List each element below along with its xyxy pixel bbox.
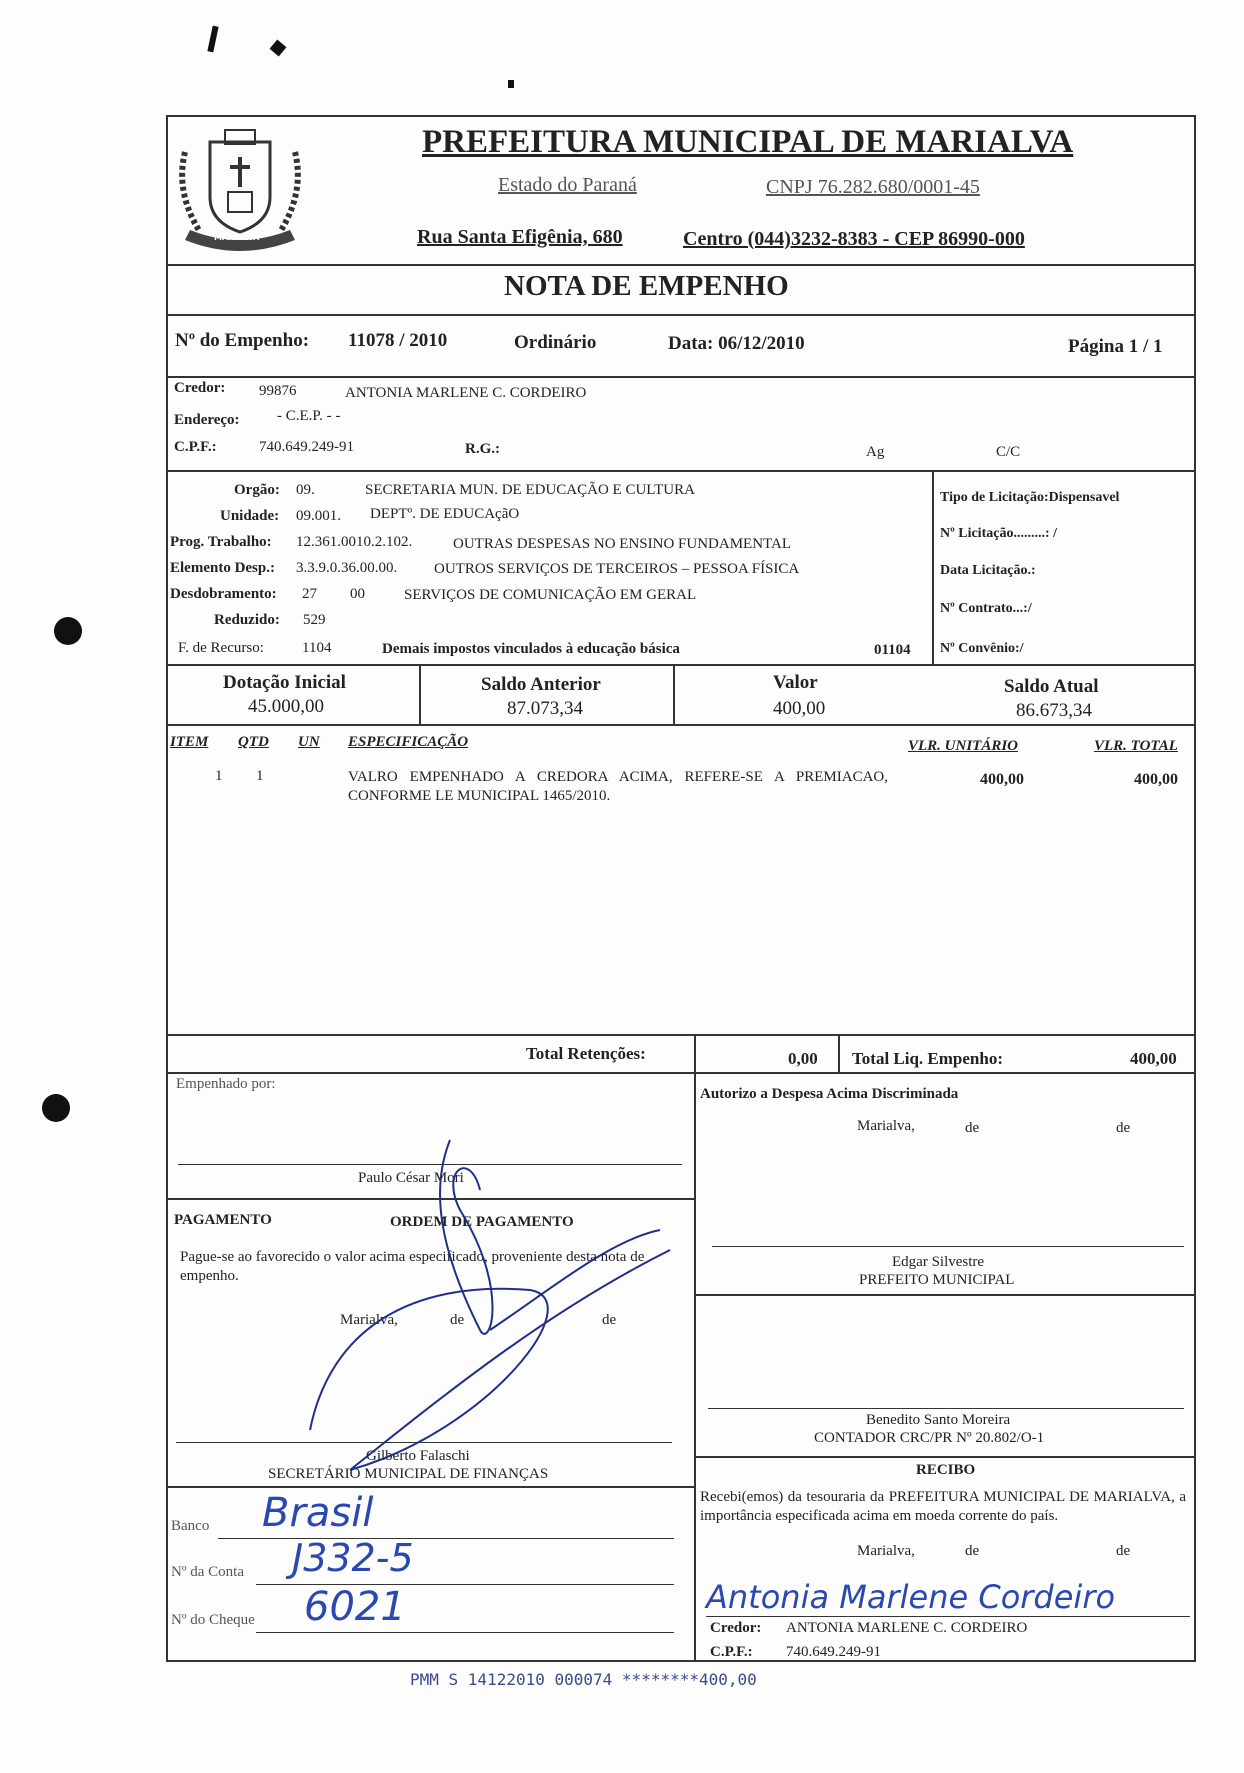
empenhado-label: Empenhado por:: [176, 1076, 276, 1092]
empenhado-name: Paulo César Mori: [358, 1170, 464, 1186]
prog-desc: OUTRAS DESPESAS NO ENSINO FUNDAMENTAL: [453, 536, 791, 552]
col-header-un: UN: [298, 734, 320, 750]
doc-title: NOTA DE EMPENHO: [504, 270, 789, 302]
scan-mark: [508, 80, 514, 88]
credor-signature: Antonia Marlene Cordeiro: [706, 1578, 1116, 1616]
cpf-value: 740.649.249-91: [259, 439, 354, 455]
row-item: 1: [215, 768, 223, 784]
licitacao-data: Data Licitação.:: [940, 563, 1036, 578]
dotacao-inicial-value: 45.000,00: [248, 696, 324, 717]
header-contact: Centro (044)3232-8383 - CEP 86990-000: [683, 228, 1025, 250]
address-label: Endereço:: [174, 412, 240, 428]
desdobramento-label: Desdobramento:: [170, 586, 277, 602]
autorizo-de1: de: [965, 1120, 980, 1136]
orgao-code: 09.: [296, 482, 315, 498]
elemento-code: 3.3.9.0.36.00.00.: [296, 560, 398, 576]
secretario-role: SECRETÁRIO MUNICIPAL DE FINANÇAS: [268, 1466, 549, 1482]
dotacao-inicial-label: Dotação Inicial: [223, 672, 346, 693]
conta-label: Nº da Conta: [171, 1564, 244, 1580]
licitacao-convenio: Nº Convênio:/: [940, 641, 1024, 656]
autorizo-de2: de: [1116, 1120, 1131, 1136]
punch-hole-bottom: [42, 1094, 70, 1122]
row-especificacao: VALRO EMPENHADO A CREDORA ACIMA, REFERE-SE A PREMIACAO, CONFORME LE MUNICIPAL 1465/2010.: [348, 769, 888, 804]
header-title: PREFEITURA MUNICIPAL DE MARIALVA: [422, 124, 1074, 160]
prefeito-role: PREFEITO MUNICIPAL: [859, 1272, 1015, 1288]
saldo-anterior-value: 87.073,34: [507, 698, 583, 719]
desdobramento-desc: SERVIÇOS DE COMUNICAÇÃO EM GERAL: [404, 587, 697, 603]
empenho-number-label: Nº do Empenho:: [175, 330, 310, 351]
col-header-unitario: VLR. UNITÁRIO: [908, 738, 1019, 754]
orgao-label: Orgão:: [234, 482, 280, 498]
conta-value[interactable]: J332-5: [292, 1536, 414, 1580]
credor-label: Credor:: [174, 380, 226, 396]
prefeito-name: Edgar Silvestre: [892, 1254, 985, 1270]
contador-name: Benedito Santo Moreira: [866, 1412, 1011, 1428]
valor-value: 400,00: [773, 698, 826, 719]
autorizo-place: Marialva,: [857, 1118, 915, 1134]
recibo-cpf-label: C.P.F.:: [710, 1644, 753, 1660]
empenho-number: 11078 / 2010: [348, 330, 448, 351]
recurso-label: F. de Recurso:: [178, 640, 264, 656]
row-qtd: 1: [256, 768, 264, 784]
ag-label: Ag: [866, 444, 885, 460]
col-header-especificacao: ESPECIFICAÇÃO: [348, 734, 469, 750]
secretario-name: Gilberto Falaschi: [366, 1448, 470, 1464]
credor-name: ANTONIA MARLENE C. CORDEIRO: [345, 385, 587, 401]
pagamento-label: PAGAMENTO: [174, 1212, 272, 1228]
col-header-qtd: QTD: [238, 734, 269, 750]
signature-scribble: [290, 1130, 690, 1490]
header-cnpj: CNPJ 76.282.680/0001-45: [766, 176, 980, 198]
col-header-total: VLR. TOTAL: [1094, 738, 1178, 754]
licitacao-contrato: Nº Contrato...:/: [940, 601, 1032, 616]
reduzido-value: 529: [303, 612, 326, 628]
pagamento-place: Marialva,: [340, 1312, 398, 1328]
recibo-place: Marialva,: [857, 1543, 915, 1559]
recibo-text: Recebi(emos) da tesouraria da PREFEITURA MUNICIPAL DE MARIALVA, a importância especificada acima em moeda corrente do país.: [700, 1489, 1186, 1524]
pagamento-de1: de: [450, 1312, 465, 1328]
unidade-desc: DEPTº. DE EDUCAçãO: [370, 506, 520, 522]
address-value: - C.E.P. - -: [277, 408, 341, 424]
recibo-de1: de: [965, 1543, 980, 1559]
empenho-date: Data: 06/12/2010: [668, 333, 805, 354]
saldo-atual-value: 86.673,34: [1016, 700, 1092, 721]
crest-label: MARIALVA: [214, 233, 260, 242]
recibo-de2: de: [1116, 1543, 1131, 1559]
total-retencoes-label: Total Retenções:: [526, 1044, 646, 1063]
elemento-label: Elemento Desp.:: [170, 560, 275, 576]
scan-mark: [207, 26, 218, 53]
recibo-title: RECIBO: [916, 1462, 976, 1478]
orgao-desc: SECRETARIA MUN. DE EDUCAÇÃO E CULTURA: [365, 482, 695, 498]
recurso-num: 01104: [874, 642, 911, 658]
cheque-value[interactable]: 6021: [304, 1584, 406, 1630]
payment-stamp: PMM S 14122010 000074 ********400,00: [410, 1670, 757, 1689]
cc-label: C/C: [996, 444, 1021, 460]
elemento-desc: OUTROS SERVIÇOS DE TERCEIROS – PESSOA FÍSICA: [434, 561, 800, 577]
punch-hole-top: [54, 617, 82, 645]
empenho-type: Ordinário: [514, 332, 597, 353]
recurso-code: 1104: [302, 640, 332, 656]
total-retencoes-value: 0,00: [788, 1049, 818, 1068]
recurso-desc: Demais impostos vinculados à educação básica: [382, 641, 680, 657]
saldo-anterior-label: Saldo Anterior: [481, 674, 601, 695]
saldo-atual-label: Saldo Atual: [1004, 676, 1099, 697]
licitacao-numero: Nº Licitação.........: /: [940, 526, 1057, 541]
header-state: Estado do Paraná: [498, 174, 637, 196]
pagamento-de2: de: [602, 1312, 617, 1328]
row-total: 400,00: [1134, 771, 1178, 788]
valor-label: Valor: [773, 672, 818, 693]
autorizo-label: Autorizo a Despesa Acima Discriminada: [700, 1086, 959, 1102]
unidade-label: Unidade:: [220, 508, 280, 524]
cpf-label: C.P.F.:: [174, 439, 217, 455]
page-number: Página 1 / 1: [1068, 336, 1163, 357]
credor-code: 99876: [259, 383, 297, 399]
unidade-code: 09.001.: [296, 508, 341, 524]
desdobramento-code: 27: [302, 586, 317, 602]
col-header-item: ITEM: [170, 734, 209, 750]
contador-role: CONTADOR CRC/PR Nº 20.802/O-1: [814, 1430, 1045, 1446]
header-street: Rua Santa Efigênia, 680: [417, 226, 623, 248]
reduzido-label: Reduzido:: [214, 612, 280, 628]
prog-label: Prog. Trabalho:: [170, 534, 272, 550]
total-liq-value: 400,00: [1130, 1049, 1177, 1068]
ordem-pagamento-label: ORDEM DE PAGAMENTO: [390, 1214, 574, 1230]
prog-code: 12.361.0010.2.102.: [296, 534, 413, 550]
pagamento-text: Pague-se ao favorecido o valor acima especificado, proveniente desta nota de empenho.: [180, 1249, 645, 1284]
total-liq-label: Total Liq. Empenho:: [852, 1049, 1003, 1068]
banco-label: Banco: [171, 1518, 210, 1534]
cheque-label: Nº do Cheque: [171, 1612, 255, 1628]
desdobramento-sub: 00: [350, 586, 365, 602]
recibo-cpf-value: 740.649.249-91: [786, 1644, 881, 1660]
row-unitario: 400,00: [980, 771, 1024, 788]
banco-value[interactable]: Brasil: [262, 1490, 374, 1536]
recibo-credor-name: ANTONIA MARLENE C. CORDEIRO: [786, 1620, 1028, 1636]
rg-label: R.G.:: [465, 441, 500, 457]
licitacao-tipo: Tipo de Licitação:Dispensavel: [940, 490, 1120, 505]
scan-mark: [270, 40, 287, 57]
recibo-credor-label: Credor:: [710, 1620, 762, 1636]
